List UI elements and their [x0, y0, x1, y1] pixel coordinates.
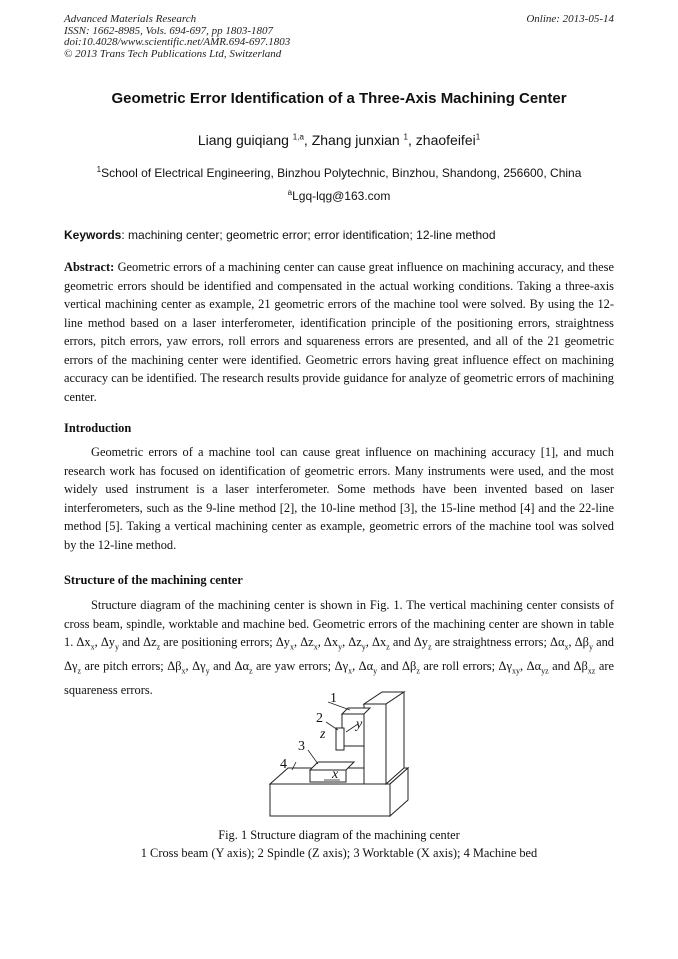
spindle: [336, 728, 344, 750]
journal-name: Advanced Materials Research: [64, 13, 197, 25]
figure-caption: Fig. 1 Structure diagram of the machining center: [218, 828, 460, 842]
journal-header: [64, 14, 290, 60]
author-3: , zhaofeifei: [408, 132, 476, 148]
pitch-text: are pitch errors;: [81, 658, 164, 673]
structure-heading: Structure of the machining center: [64, 573, 243, 587]
figure-legend: 1 Cross beam (Y axis); 2 Spindle (Z axis); 3 Worktable (X axis); 4 Machine bed: [140, 846, 538, 860]
affiliation-sup: 1: [96, 165, 102, 174]
author-list: [0, 132, 678, 148]
author-3-sup: 1: [475, 132, 481, 142]
author-1: Liang guiqiang: [197, 132, 293, 148]
keywords-label: Keywords: [64, 228, 122, 242]
email-text: Lgq-lqg@163.com: [292, 189, 391, 203]
email: [0, 188, 678, 203]
doi-line: doi:10.4028/www.scientific.net/AMR.694-697.1803: [64, 36, 291, 48]
abstract-label: Abstract:: [64, 260, 115, 274]
paper-title: Geometric Error Identification of a Three-Axis Machining Center: [111, 90, 567, 107]
squareness-text: are squareness errors.: [64, 658, 614, 697]
keywords: [64, 228, 624, 242]
structure-text-start: Structure diagram of the machining center is shown in Fig. 1. The vertical machining center consists of cross beam, spindle, worktable and machine bed. Geometric errors of the machining center are shown in table 1.: [64, 598, 614, 649]
axis-label-y: y: [356, 717, 363, 732]
affiliation: [0, 165, 678, 180]
leader-line: [308, 750, 318, 764]
error-symbol: $\Delta y_y$: [100, 635, 119, 652]
affiliation-text: School of Electrical Engineering, Binzhou Polytechnic, Binzhou, Shandong, 256600, China: [101, 166, 582, 180]
keywords-text: : machining center; geometric error; error identification; 12-line method: [121, 228, 496, 242]
positioning-text: are positioning errors;: [160, 635, 273, 649]
author-2-sup: 1: [403, 132, 408, 142]
online-date: Online: 2013-05-14: [526, 13, 614, 25]
author-1-sup: 1,a: [292, 132, 304, 142]
roll-text: are roll errors;: [419, 658, 496, 673]
machining-center-diagram: [262, 688, 422, 823]
label-2: 2: [316, 711, 323, 726]
author-2: , Zhang junxian: [303, 132, 404, 148]
introduction-text: Geometric errors of a machine tool can cause great influence on machining accuracy [1], and much research work has focused on identification of geometric errors. Many instruments were used, and the most widely used instrument is a laser interferometer. Some methods have been invented based on laser interferometers, such as the 9-line method [2], the 10-line method [3], the 15-line method [4] and the 22-line method [5]. Taking a vertical machining center as example, geometric errors of the machine tool was solved by the 12-line method.: [64, 445, 614, 552]
copyright-line: © 2013 Trans Tech Publications Ltd, Switzerland: [64, 47, 282, 60]
error-symbol: $\Delta z_z$: [143, 635, 161, 652]
introduction-heading: Introduction: [64, 421, 132, 435]
axis-label-x: x: [332, 767, 339, 782]
leader-line: [326, 722, 338, 730]
label-4: 4: [280, 757, 287, 772]
abstract-text: Geometric errors of a machining center can cause great influence on machining accuracy, and these geometric errors should be identified and compensated in the actual working conditions. Taking a three-axis vertical machining center as example, 21 geometric errors of the machine tool were solved. By using the 12-line method based on a laser interferometer, identification principle of the positioning errors, straightness errors, pitch errors, yaw errors, roll errors and squareness errors are presented, and all of the 21 geometric errors of the machining center were identified. Geometric errors having great influence effect on machining accuracy can be identified. The research results provide guidance for analyze of geometric errors of machining center.: [64, 260, 614, 404]
label-1: 1: [330, 691, 337, 706]
axis-label-z: z: [320, 727, 326, 742]
yaw-text: are yaw errors;: [252, 658, 332, 673]
error-symbol: $\Delta x_x$: [76, 635, 95, 652]
straightness-text: are straightness errors;: [431, 635, 547, 649]
structure-text: Structure diagram of the machining center is shown in Fig. 1. The vertical machining center consists of cross beam, spindle, worktable and machine bed. Geometric errors of the machining center are shown in table 1. $\Delta x_x$, $\Delta y_y$ and $\Delta z_z$ are positioning errors; $\Delta y_x$, $\Delta z_x$, $\Delta x_y$, $\Delta z_y$, $\Delta x_z$ and $\Delta y_z$ are straightness errors; $\Delta\alpha_x$, $\Delta\beta_y$ and $\Delta\gamma_z$ are pitch errors; $\Delta\beta_x$, $\Delta\gamma_y$ and $\Delta\alpha_z$ are yaw errors; $\Delta\gamma_x$, $\Delta\alpha_y$ and $\Delta\beta_z$ are roll errors; $\Delta\gamma_{xy}$, $\Delta\alpha_{yz}$ and $\Delta\beta_{xz}$ are squareness errors.: [64, 598, 614, 697]
label-3: 3: [298, 739, 305, 754]
abstract: [64, 258, 614, 406]
email-sup: a: [287, 188, 293, 197]
issn-line: ISSN: 1662-8985, Vols. 694-697, pp 1803-1807: [64, 24, 273, 37]
